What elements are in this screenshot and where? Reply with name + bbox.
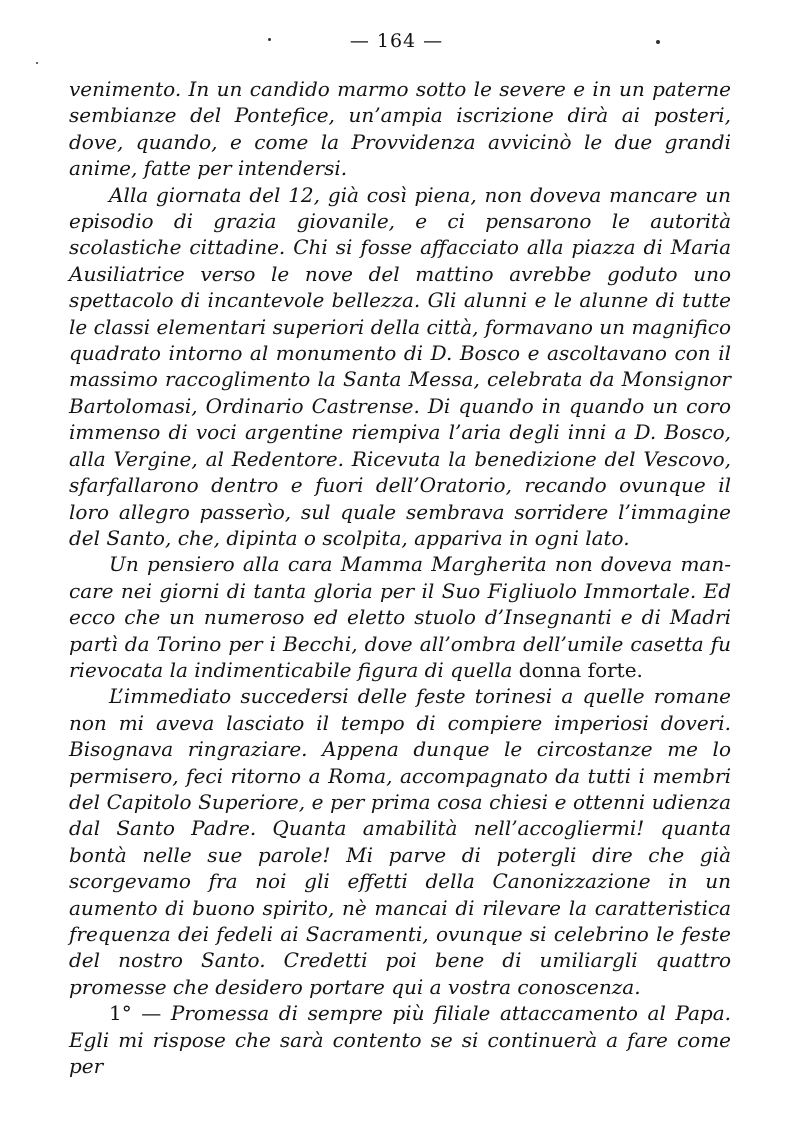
body-text xyxy=(69,76,731,1079)
paragraph-4: L’immediato succedersi delle feste torinesi a quelle romane non mi aveva lasciato il tempo di compiere imperiosi doveri. Bisognava ringraziare. Appena dunque le circostanze me lo permisero, feci ritorno a Roma, accompagnato da tutti i membri del Capitolo Superiore, e per prima cosa chiesi e ottenni udienza dal Santo Padre. Quanta amabilità nell’accogliermi! quanta bontà nelle sue parole! Mi parve di potergli dire che già scorgevamo fra noi gli effetti della Canonizzazione in un aumento di buono spirito, nè mancai di rilevare la caratteristica frequenza dei fedeli ai Sacramenti, ovunque si celebrino le feste del nostro Santo. Credetti poi bene di umiliargli quattro promesse che desidero portare qui a vostra conoscenza. xyxy=(69,684,731,999)
print-speck xyxy=(656,40,660,44)
paragraph-2: Alla giornata del 12, già così piena, non doveva mancare un episodio di grazia giovanile, e ci pensarono le autorità scolastiche cittadine. Chi si fosse affacciato alla piazza di Maria Ausiliatrice verso le nove del mattino avrebbe goduto uno spettacolo di incantevole bellezza. Gli alunni e le alunne di tutte le classi elementari superiori della città, formavano un magnifico quadrato intorno al monumento di D. Bosco e ascoltavano con il massimo raccoglimento la Santa Messa, celebrata da Monsignor Bartolomasi, Ordinario Castrense. Di quando in quando un coro immenso di voci argentine riempiva l’aria degli inni a D. Bosco, alla Vergine, al Redentore. Ricevuta la benedizione del Vescovo, sfarfallarono dentro e fuori dell’Oratorio, recando ovunque il loro allegro passerìo, sul quale sembrava sorridere l’immagine del Santo, che, dipinta o scolpita, appariva in ogni lato. xyxy=(69,182,731,550)
print-speck xyxy=(268,38,271,41)
promise-number: 1° — xyxy=(109,1001,162,1026)
print-speck xyxy=(36,62,38,64)
page-number: — 164 — xyxy=(349,30,444,52)
paragraph-3-upright-tail: donna forte. xyxy=(518,657,643,682)
paragraph-5-text: Promessa di sempre più filiale attaccamento al Papa. Egli mi rispose che sarà contento se si continuerà a fare come per xyxy=(69,1001,732,1079)
paragraph-1: venimento. In un candido marmo sotto le severe e in un paterne sembianze del Pontefice, un’ampia iscrizione dirà ai posteri, dove, quando, e come la Provvidenza avvicinò le due grandi anime, fatte per intendersi. xyxy=(69,77,731,181)
paragraph-5 xyxy=(69,1000,731,1079)
paragraph-3 xyxy=(69,551,731,683)
paragraph-3-text: Un pensiero alla cara Mamma Margherita non doveva mancare nei giorni di tanta gloria per il Suo Figliuolo Immortale. Ed ecco che un numeroso ed eletto stuolo d’Insegnanti e di Madri partì da Torino per i Becchi, dove all’ombra dell’umile casetta fu rievocata la indimenticabile figura di quella xyxy=(69,552,731,682)
